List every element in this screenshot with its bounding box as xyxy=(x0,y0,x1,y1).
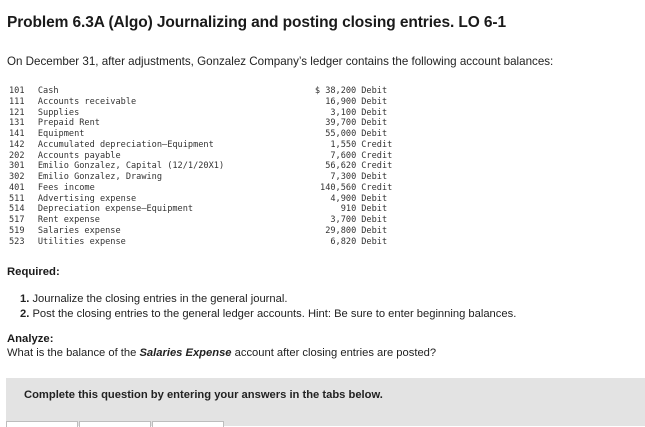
answer-tab-3[interactable] xyxy=(152,421,224,427)
account-number: 121 xyxy=(9,107,25,118)
analyze-question-start: What is the balance of the xyxy=(7,347,140,359)
banner-instruction: Complete this question by entering your answers in the tabs below. xyxy=(24,389,383,401)
analyze-account-name: Salaries Expense xyxy=(139,347,232,359)
account-amount: 3,700 xyxy=(330,215,357,225)
ledger-row xyxy=(9,97,409,108)
account-name: Cash xyxy=(37,86,59,96)
account-number: 301 xyxy=(9,161,25,172)
account-amount: 39,700 xyxy=(325,118,357,129)
account-amount: 29,800 xyxy=(325,225,357,236)
ledger-row xyxy=(9,204,409,215)
ledger-row xyxy=(9,129,409,140)
balance-type: Debit xyxy=(361,86,388,96)
ledger-row xyxy=(9,194,409,205)
account-number: 101 xyxy=(9,86,25,96)
balance-type: Credit xyxy=(361,150,393,161)
account-amount: 1,550 xyxy=(330,139,357,150)
balance-type: Debit xyxy=(361,172,388,182)
balance-type: Credit xyxy=(361,139,393,150)
required-list xyxy=(20,292,516,321)
ledger-row xyxy=(9,172,409,183)
account-name: Prepaid Rent xyxy=(37,118,100,129)
problem-title: Problem 6.3A (Algo) Journalizing and posting closing entries. LO 6-1 xyxy=(7,14,507,31)
account-amount: 7,600 xyxy=(330,150,357,161)
account-number: 523 xyxy=(9,236,25,247)
ledger-row xyxy=(9,183,409,194)
account-amount: 6,820 xyxy=(330,236,357,247)
intro-text: On December 31, after adjustments, Gonzalez Company’s ledger contains the following account balances: xyxy=(7,55,554,68)
account-amount: $ 38,200 xyxy=(314,86,357,96)
account-amount: 16,900 xyxy=(325,96,357,107)
ledger-row xyxy=(9,237,409,248)
account-amount: 140,560 xyxy=(320,182,357,193)
account-number: 519 xyxy=(9,225,25,236)
account-name: Accumulated depreciation—Equipment xyxy=(37,139,214,150)
required-item-number: 1. xyxy=(20,293,30,305)
account-name: Salaries expense xyxy=(37,225,121,236)
account-number: 141 xyxy=(9,129,25,139)
ledger-row xyxy=(9,118,409,129)
balance-type: Debit xyxy=(361,118,388,129)
required-item-number: 2. xyxy=(20,307,30,320)
balance-type: Credit xyxy=(361,182,393,193)
account-amount: 56,620 xyxy=(325,161,357,172)
answer-tab-2[interactable] xyxy=(79,421,151,427)
balance-type: Debit xyxy=(361,236,388,247)
account-number: 302 xyxy=(9,172,25,182)
analyze-heading: Analyze: xyxy=(7,333,54,345)
account-number: 202 xyxy=(9,150,25,161)
balance-type: Debit xyxy=(361,107,388,118)
account-name: Utilities expense xyxy=(37,236,126,247)
ledger-row xyxy=(9,86,409,97)
balance-type: Debit xyxy=(361,193,388,204)
balance-type: Debit xyxy=(361,215,388,225)
account-number: 514 xyxy=(9,204,25,215)
account-balances-table xyxy=(9,86,409,247)
ledger-row xyxy=(9,161,409,172)
account-name: Accounts receivable xyxy=(37,96,137,107)
required-item-text: Journalize the closing entries in the general journal. xyxy=(32,293,288,305)
account-number: 142 xyxy=(9,139,25,150)
required-item xyxy=(20,307,516,322)
account-number: 401 xyxy=(9,182,25,193)
ledger-row xyxy=(9,140,409,151)
account-amount: 3,100 xyxy=(330,107,357,118)
balance-type: Debit xyxy=(361,204,388,215)
account-number: 131 xyxy=(9,118,25,129)
account-name: Emilio Gonzalez, Drawing xyxy=(37,172,163,182)
analyze-question xyxy=(7,347,436,359)
ledger-row xyxy=(9,108,409,119)
account-name: Depreciation expense—Equipment xyxy=(37,204,194,215)
account-name: Supplies xyxy=(37,107,80,118)
balance-type: Debit xyxy=(361,96,388,107)
ledger-row xyxy=(9,226,409,237)
account-name: Rent expense xyxy=(37,215,100,225)
account-amount: 7,300 xyxy=(330,172,357,182)
balance-type: Credit xyxy=(361,161,393,172)
account-name: Accounts payable xyxy=(37,150,121,161)
required-item xyxy=(20,292,516,307)
account-amount: 4,900 xyxy=(330,193,357,204)
ledger-row xyxy=(9,151,409,162)
balance-type: Debit xyxy=(361,129,388,139)
account-number: 517 xyxy=(9,215,25,225)
account-name: Emilio Gonzalez, Capital (12/1/20X1) xyxy=(37,161,225,172)
balance-type: Debit xyxy=(361,225,388,236)
account-number: 111 xyxy=(9,96,25,107)
answer-tabs-banner xyxy=(6,378,645,426)
analyze-question-end: account after closing entries are posted? xyxy=(231,347,437,359)
account-number: 511 xyxy=(9,193,25,204)
required-item-text: Post the closing entries to the general ledger accounts. Hint: Be sure to enter beginning balances. xyxy=(32,307,517,320)
ledger-row xyxy=(9,215,409,226)
answer-tab-1[interactable] xyxy=(6,421,78,427)
required-heading: Required: xyxy=(7,266,60,278)
account-name: Equipment xyxy=(37,129,85,139)
account-name: Fees income xyxy=(37,182,95,193)
account-amount: 910 xyxy=(340,204,357,215)
account-amount: 55,000 xyxy=(325,129,357,139)
account-name: Advertising expense xyxy=(37,193,137,204)
